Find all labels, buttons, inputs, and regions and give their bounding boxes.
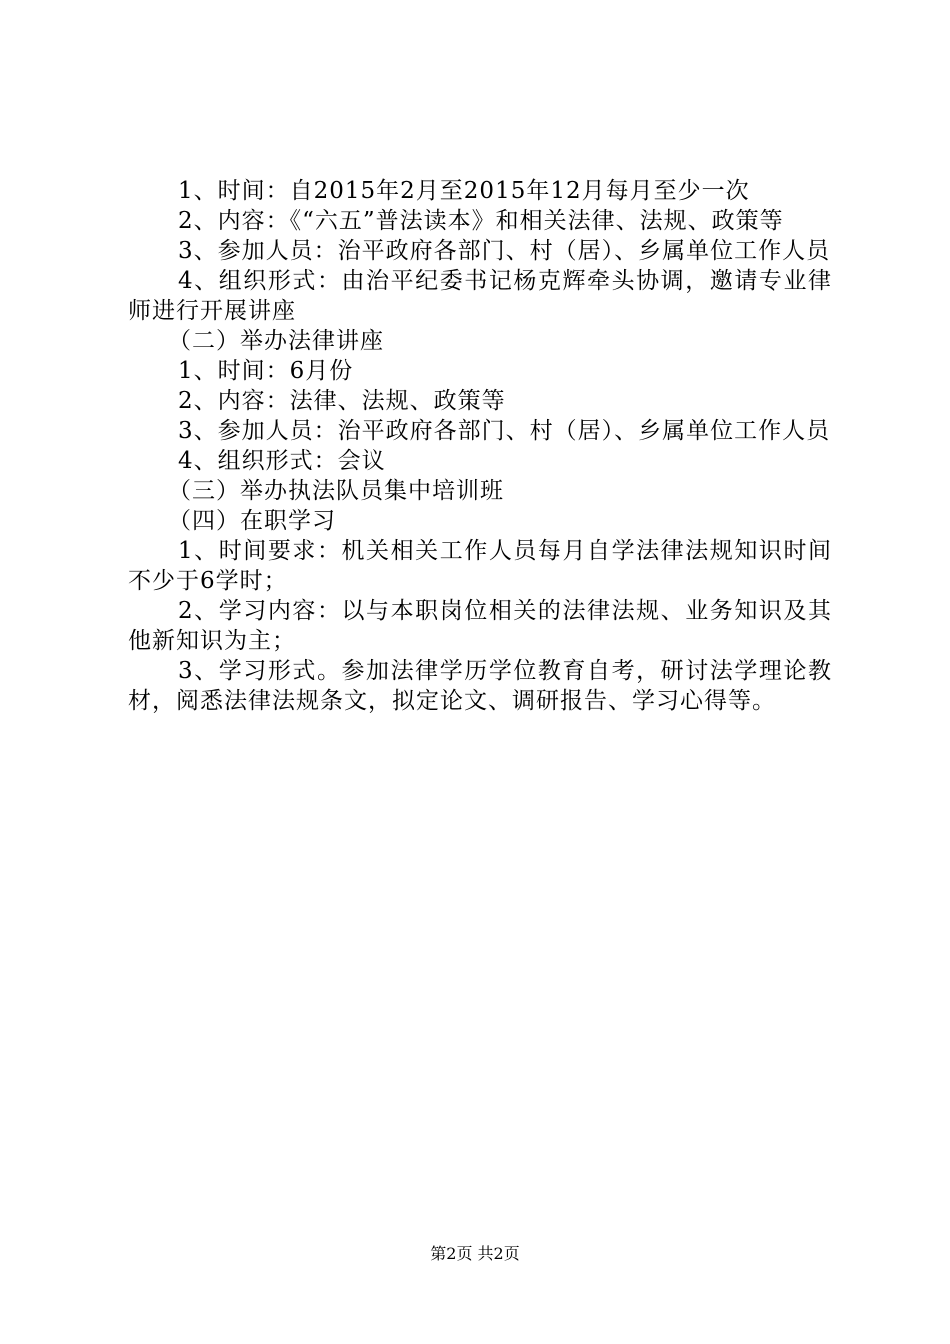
- page-footer: 第2页 共2页: [430, 1244, 520, 1263]
- paragraph-lecture-content: 2、内容：法律、法规、政策等: [178, 388, 506, 414]
- document-body: [128, 176, 832, 716]
- paragraph-lecture-time: 1、时间：6月份: [178, 358, 354, 384]
- section-heading-training: （三）举办执法队员集中培训班: [168, 478, 504, 504]
- paragraph-lecture-participants: 3、参加人员：治平政府各部门、村（居）、乡属单位工作人员: [178, 418, 831, 444]
- paragraph-organization: 4、组织形式：由治平纪委书记杨克辉牵头协调，邀请专业律师进行开展讲座: [128, 268, 832, 324]
- paragraph-study-content: 2、学习内容：以与本职岗位相关的法律法规、业务知识及其他新知识为主；: [128, 598, 832, 654]
- section-heading-lecture: （二）举办法律讲座: [168, 328, 384, 354]
- section-heading-study: （四）在职学习: [168, 508, 336, 534]
- paragraph-participants: 3、参加人员：治平政府各部门、村（居）、乡属单位工作人员: [178, 238, 831, 264]
- paragraph-study-time: 1、时间要求：机关相关工作人员每月自学法律法规知识时间不少于6学时；: [128, 538, 832, 594]
- paragraph-study-form: 3、学习形式。参加法律学历学位教育自考，研讨法学理论教材，阅悉法律法规条文，拟定论文、调研报告、学习心得等。: [128, 658, 832, 714]
- paragraph-lecture-organization: 4、组织形式：会议: [178, 448, 386, 474]
- paragraph-content: 2、内容：《“六五”普法读本》和相关法律、法规、政策等: [178, 208, 784, 234]
- paragraph-time: 1、时间：自2015年2月至2015年12月每月至少一次: [178, 178, 750, 204]
